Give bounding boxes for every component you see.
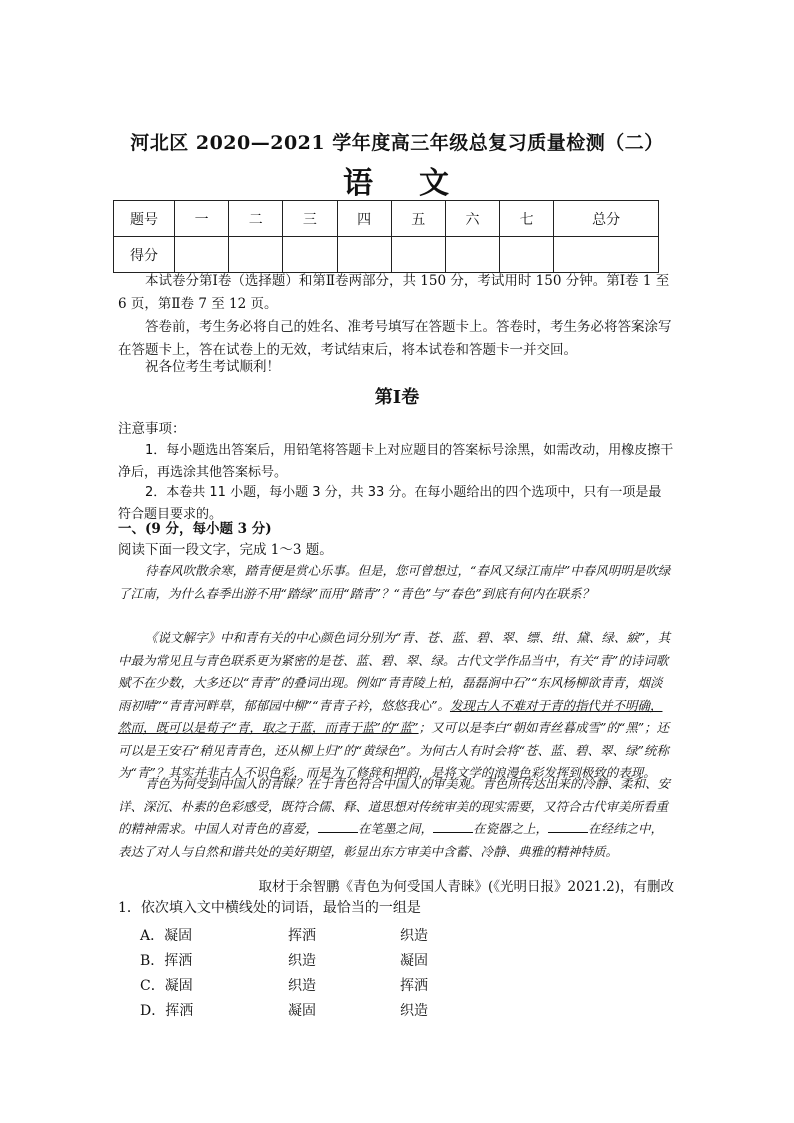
subject-char-1: 语	[343, 166, 375, 201]
option-a-word-2: 挥洒	[288, 928, 316, 944]
intro-paragraph-2: 答卷前，考生务必将自己的姓名、准考号填写在答题卡上。答卷时，考生务必将答案涂写在答题卡上，答在试卷上的无效，考试结束后，将本试卷和答题卡一并交回。	[118, 319, 672, 358]
subject-char-2: 文	[419, 166, 451, 201]
option-d-word-3: 织造	[400, 1003, 428, 1019]
exam-title: 河北区 2020—2021 学年度高三年级总复习质量检测（二）	[130, 132, 664, 154]
option-b-word-2: 织造	[288, 953, 316, 969]
part1-heading: 一、(9 分，每小题 3 分)	[118, 521, 272, 537]
score-cell	[229, 237, 283, 273]
notice-heading: 注意事项：	[118, 421, 186, 437]
passage-paragraph-3	[118, 773, 674, 863]
score-cell	[337, 237, 391, 273]
option-c-word-2: 织造	[288, 978, 316, 994]
score-cell	[445, 237, 499, 273]
score-cell	[175, 237, 229, 273]
question-1-stem: 1．依次填入文中横线处的词语，最恰当的一组是	[118, 900, 421, 916]
score-table-score-row	[114, 237, 659, 273]
score-header-cell: 一	[175, 201, 229, 237]
option-b-word-3: 凝固	[400, 953, 428, 969]
subject-title	[0, 158, 794, 202]
option-a-word-3: 织造	[400, 928, 428, 944]
passage-p3-text-c: 在瓷器之上，	[473, 821, 549, 836]
option-c-word-3: 挥洒	[400, 978, 428, 994]
score-cell	[283, 237, 337, 273]
fill-blank-2	[433, 820, 473, 833]
intro-paragraph-3: 祝各位考生考试顺利！	[145, 359, 280, 375]
option-a-label: A．凝固	[140, 928, 193, 944]
section-title: 第Ⅰ卷	[374, 387, 420, 408]
score-header-cell: 二	[229, 201, 283, 237]
fill-blank-1	[318, 820, 358, 833]
passage-p2-underlined: 发现古人不难对于青的指代并不明确，然而，既可以是荀子“青，取之于蓝，而青于蓝”的“蓝”	[118, 697, 663, 735]
score-cell	[554, 237, 659, 273]
intro-paragraph-1: 本试卷分第Ⅰ卷（选择题）和第Ⅱ卷两部分，共 150 分，考试用时 150 分钟。第Ⅰ卷 1 至 6 页，第Ⅱ卷 7 至 12 页。	[118, 273, 670, 312]
option-d-label: D．挥洒	[140, 1003, 194, 1019]
score-cell	[500, 237, 554, 273]
part1-instruction: 阅读下面一段文字，完成 1～3 题。	[118, 542, 333, 558]
notice-item-2: 2．本卷共 11 小题，每小题 3 分，共 33 分。在每小题给出的四个选项中，只有一项是最符合题目要求的。	[118, 485, 662, 522]
score-header-cell: 总分	[554, 201, 659, 237]
source-citation: 取材于余智鹏《青色为何受国人青睐》(《光明日报》2021.2)，有删改	[258, 879, 674, 895]
passage-p2-text-a: 《说文解字》中和青有关的中心颜色词分别为“青、苍、蓝、碧、翠、缥、绀、黛、绿、綟”，其中最为常见且与青色联系更为紧密的是苍、蓝、碧、翠、绿。古代文学作品当中，有关“青”的诗词歌赋不在少数，大多还以“青青”的叠词出现。例如“青青陵上柏，磊磊涧中石”“东风杨柳欲青青，烟淡雨初晴”“青青河畔草，郁郁园中柳”“青青子衿，悠悠我心”。	[118, 630, 671, 713]
score-header-cell: 六	[445, 201, 499, 237]
passage-paragraph-2	[118, 627, 674, 785]
score-table	[113, 200, 659, 273]
fill-blank-3	[548, 820, 588, 833]
notice-item-1: 1．每小题选出答案后，用铅笔将答题卡上对应题目的答案标号涂黑，如需改动，用橡皮擦干净后，再选涂其他答案标号。	[118, 443, 674, 480]
passage-p3-text-a: 青色为何受到中国人的青睐？在于青色符合中国人的审美观。青色所传达出来的冷静、柔和、安详、深沉、朴素的色彩感受，既符合儒、释、道思想对传统审美的现实需要，又符合古代审美所看重的精神需求。中国人对青色的喜爱，	[118, 776, 671, 836]
option-c-label: C．凝固	[140, 978, 193, 994]
score-header-cell: 题号	[114, 201, 175, 237]
passage-paragraph-1: 待春风吹散余寒，踏青便是赏心乐事。但是，您可曾想过，“春风又绿江南岸”中春风明明是吹绿了江南，为什么春季出游不用“踏绿”而用“踏青”？“青色”与“春色”到底有何内在联系？	[118, 563, 671, 601]
score-header-cell: 五	[391, 201, 445, 237]
score-cell	[391, 237, 445, 273]
passage-p2-text-b: ；又可以是李白“朝如青丝暮成雪”的“黑”；还可以是王安石“稍见青青色，还从柳上归”的“黄绿色”。为何古人有时会将“苍、蓝、碧、翠、绿”统称为“青”？其实并非古人不识色彩，而是为了修辞和押韵，是将文学的浪漫色彩发挥到极致的表现。	[118, 720, 670, 780]
score-table-header-row	[114, 201, 659, 237]
option-d-word-2: 凝固	[288, 1003, 316, 1019]
score-row-label: 得分	[114, 237, 175, 273]
score-header-cell: 四	[337, 201, 391, 237]
option-b-label: B．挥洒	[140, 953, 193, 969]
passage-p3-text-d: 在经纬之中，表达了对人与自然和谐共处的美好期望，彰显出东方审美中含蓄、冷静、典雅的精神特质。	[118, 821, 664, 859]
score-header-cell: 七	[500, 201, 554, 237]
passage-p3-text-b: 在笔墨之间，	[358, 821, 434, 836]
score-header-cell: 三	[283, 201, 337, 237]
